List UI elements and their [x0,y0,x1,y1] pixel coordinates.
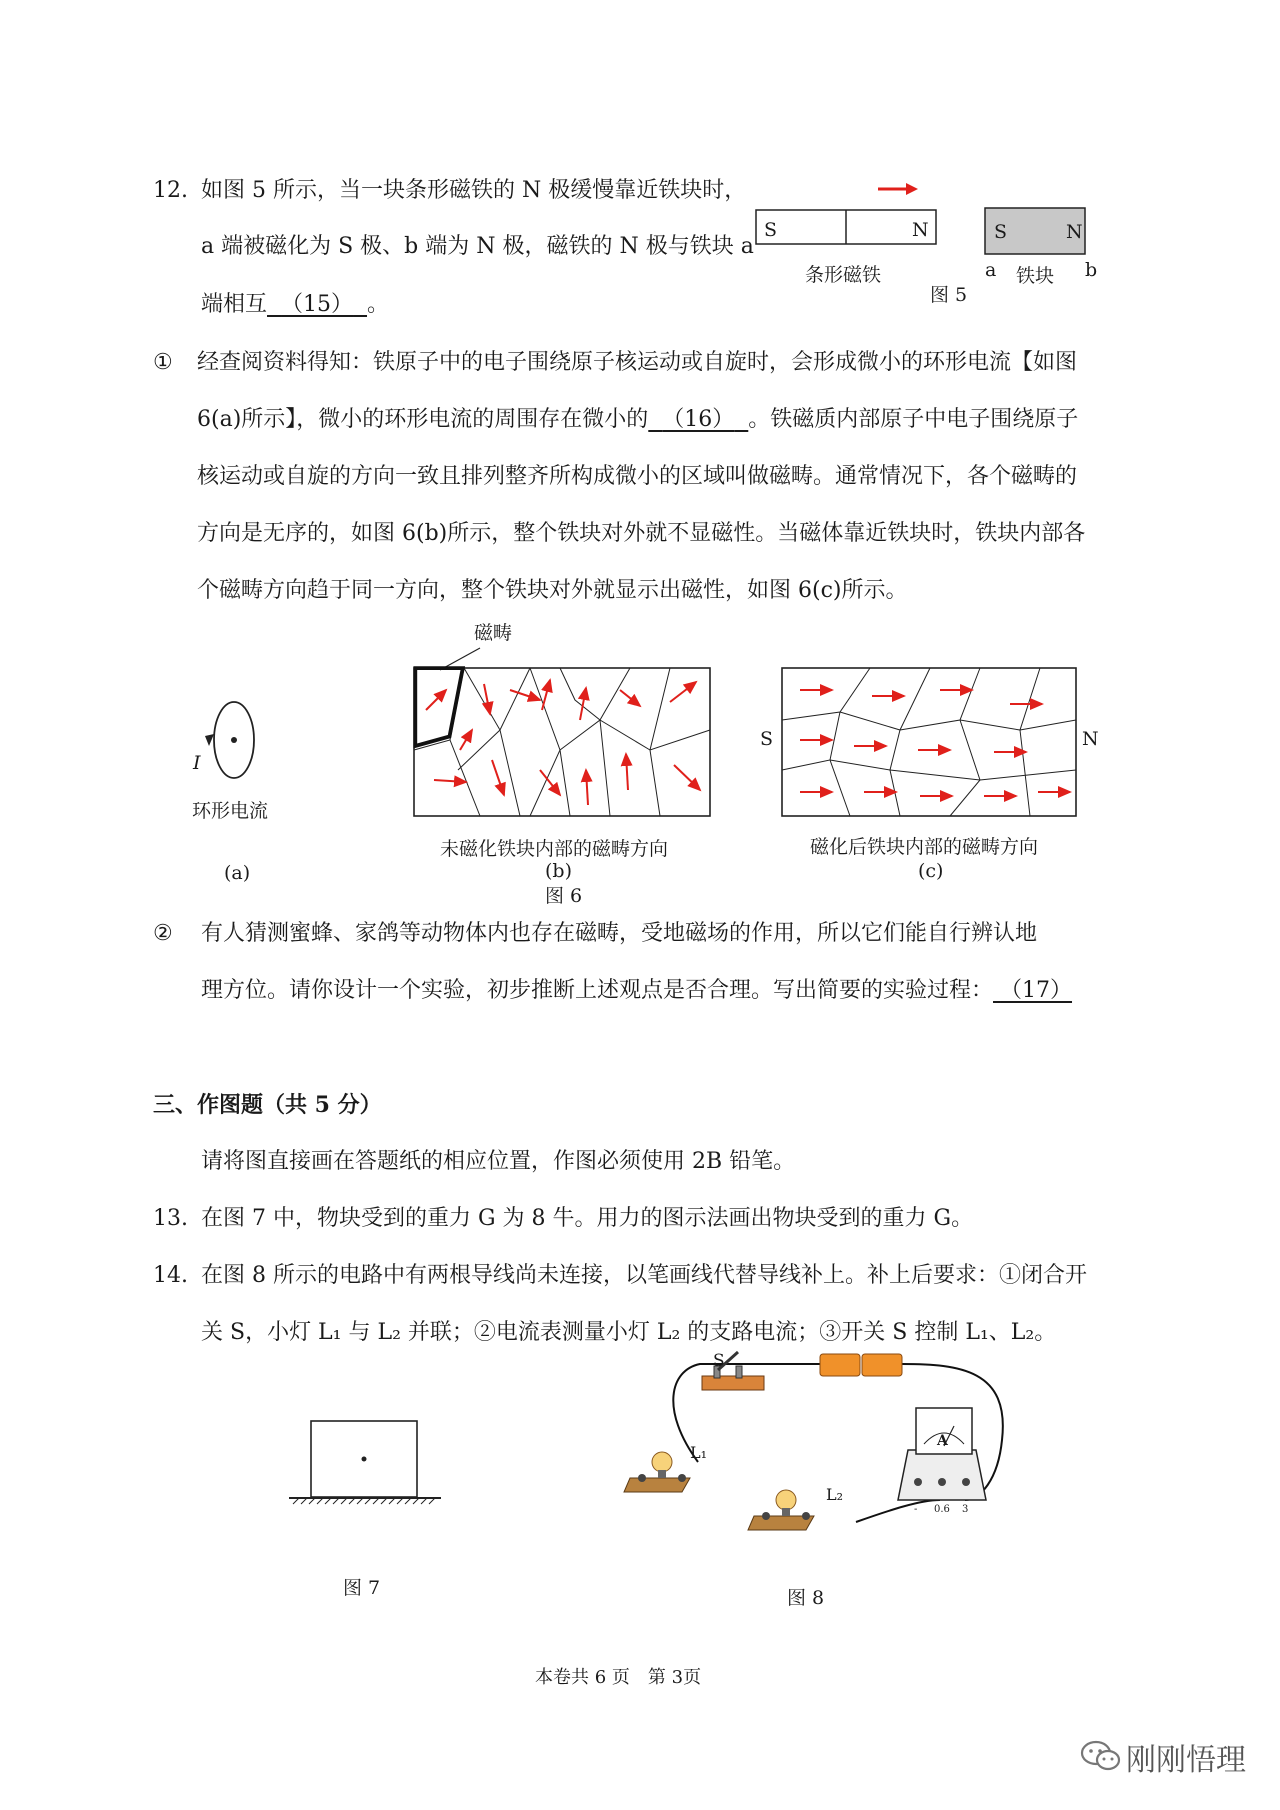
bulb-l2 [776,1490,796,1510]
battery-1 [820,1354,860,1376]
figure-8-circuit [620,1350,1040,1560]
figure-6a-ring-current [185,690,275,790]
magnetic-domain-label: 磁畴 [474,622,513,644]
iron-s-pole: S [994,221,1008,243]
q12-line2: a 端被磁化为 S 极、b 端为 N 极，磁铁的 N 极与铁块 a [201,234,754,259]
wechat-icon [1080,1738,1124,1774]
figure-6c-label: 磁化后铁块内部的磁畴方向 [810,836,1039,858]
paragraph-1-line5: 个磁畴方向趋于同一方向，整个铁块对外就显示出磁性，如图 6(c)所示。 [197,578,908,603]
answer-blank-15: （15） [281,292,354,317]
magnet-label: 条形磁铁 [805,264,882,286]
q12-line1: 如图 5 所示，当一块条形磁铁的 N 极缓慢靠近铁块时， [201,178,747,203]
ring-current-label: 环形电流 [192,800,269,822]
q12-line3-pre: 端相互 [201,292,268,317]
q13-text: 在图 7 中，物块受到的重力 G 为 8 牛。用力的图示法画出物块受到的重力 G。 [201,1206,974,1231]
paragraph-1-line1: 经查阅资料得知：铁原子中的电子围绕原子核运动或自旋时，会形成微小的环形电流【如图 [197,350,1078,375]
q12-line3 [201,290,389,320]
wire-ammeter-to-l2 [856,1500,940,1522]
iron-end-b: b [1085,259,1098,281]
answer-blank-17: （17） [1000,978,1073,1003]
figure-6b-label: 未磁化铁块内部的磁畴方向 [440,838,669,860]
paragraph-2-marker: ② [153,921,173,946]
answer-blank-16: （16） [662,407,735,432]
paragraph-1-line3: 核运动或自旋的方向一致且排列整齐所构成微小的区域叫做磁畴。通常情况下，各个磁畴的 [197,464,1078,489]
q14-line2: 关 S，小灯 L₁ 与 L₂ 并联；②电流表测量小灯 L₂ 的支路电流；③开关 S 控制 L₁、L₂。 [201,1320,1057,1345]
magnet-n-pole: N [912,219,929,241]
ammeter-symbol: A [937,1433,948,1449]
current-symbol: I [193,752,201,774]
switch-label: S [713,1351,725,1371]
figure-6b-sublabel: (b) [545,860,572,882]
motion-arrow-head [906,183,918,195]
paragraph-1-line4: 方向是无序的，如图 6(b)所示，整个铁块对外就不显磁性。当磁体靠近铁块时，铁块内部各 [197,521,1086,546]
figure-6-caption: 图 6 [545,885,583,907]
ammeter-body [898,1450,986,1500]
magnet-s-pole: S [764,219,778,241]
figure-6a-sublabel: (a) [224,862,251,884]
section-3-title: 三、作图题（共 5 分） [153,1092,382,1118]
paragraph-2-line2: 理方位。请你设计一个实验，初步推断上述观点是否合理。写出简要的实验过程： （17） [201,978,1073,1003]
ammeter-06-terminal: 0.6 [934,1504,950,1515]
l1-label: L₁ [690,1443,708,1462]
figure-6c-n-pole: N [1082,728,1099,750]
watermark-text: 刚刚悟理 [1126,1743,1246,1778]
block-center-point [362,1457,367,1462]
figure-6c-magnetized-domains [780,660,1080,825]
figure-6c-sublabel: (c) [918,860,944,882]
paragraph-1-marker: ① [153,350,173,375]
figure-5-caption: 图 5 [930,284,968,306]
q13-number: 13. [153,1206,188,1231]
figure-6b-unmagnetized-domains [400,630,720,820]
switch-base [702,1376,764,1390]
bulb-l1 [652,1452,672,1472]
ammeter-3-terminal: 3 [962,1504,969,1515]
q12-number: 12. [153,178,188,203]
q12-line3-post: 。 [367,292,390,317]
figure-7-block [285,1415,455,1515]
q14-number: 14. [153,1263,188,1288]
q14-line1: 在图 8 所示的电路中有两根导线尚未连接，以笔画线代替导线补上。补上后要求：①闭合开 [201,1263,1087,1288]
battery-2 [862,1354,902,1376]
figure-6c-s-pole: S [760,728,774,750]
l2-label: L₂ [826,1485,844,1504]
iron-n-pole: N [1066,221,1083,243]
figure-7-caption: 图 7 [343,1577,381,1599]
iron-label: 铁块 [1016,265,1055,287]
ammeter-minus-terminal: - [914,1504,918,1515]
section-3-instruction: 请将图直接画在答题纸的相应位置，作图必须使用 2B 铅笔。 [201,1149,796,1174]
paragraph-1-line2: 6(a)所示】，微小的环形电流的周围存在微小的 （16） 。铁磁质内部原子中电子围绕原子 [197,407,1079,432]
page-footer: 本卷共 6 页 第 3页 [535,1667,702,1688]
paragraph-2-line1: 有人猜测蜜蜂、家鸽等动物体内也存在磁畴，受地磁场的作用，所以它们能自行辨认地 [201,921,1038,946]
iron-end-a: a [985,259,997,281]
figure-8-caption: 图 8 [787,1587,825,1609]
